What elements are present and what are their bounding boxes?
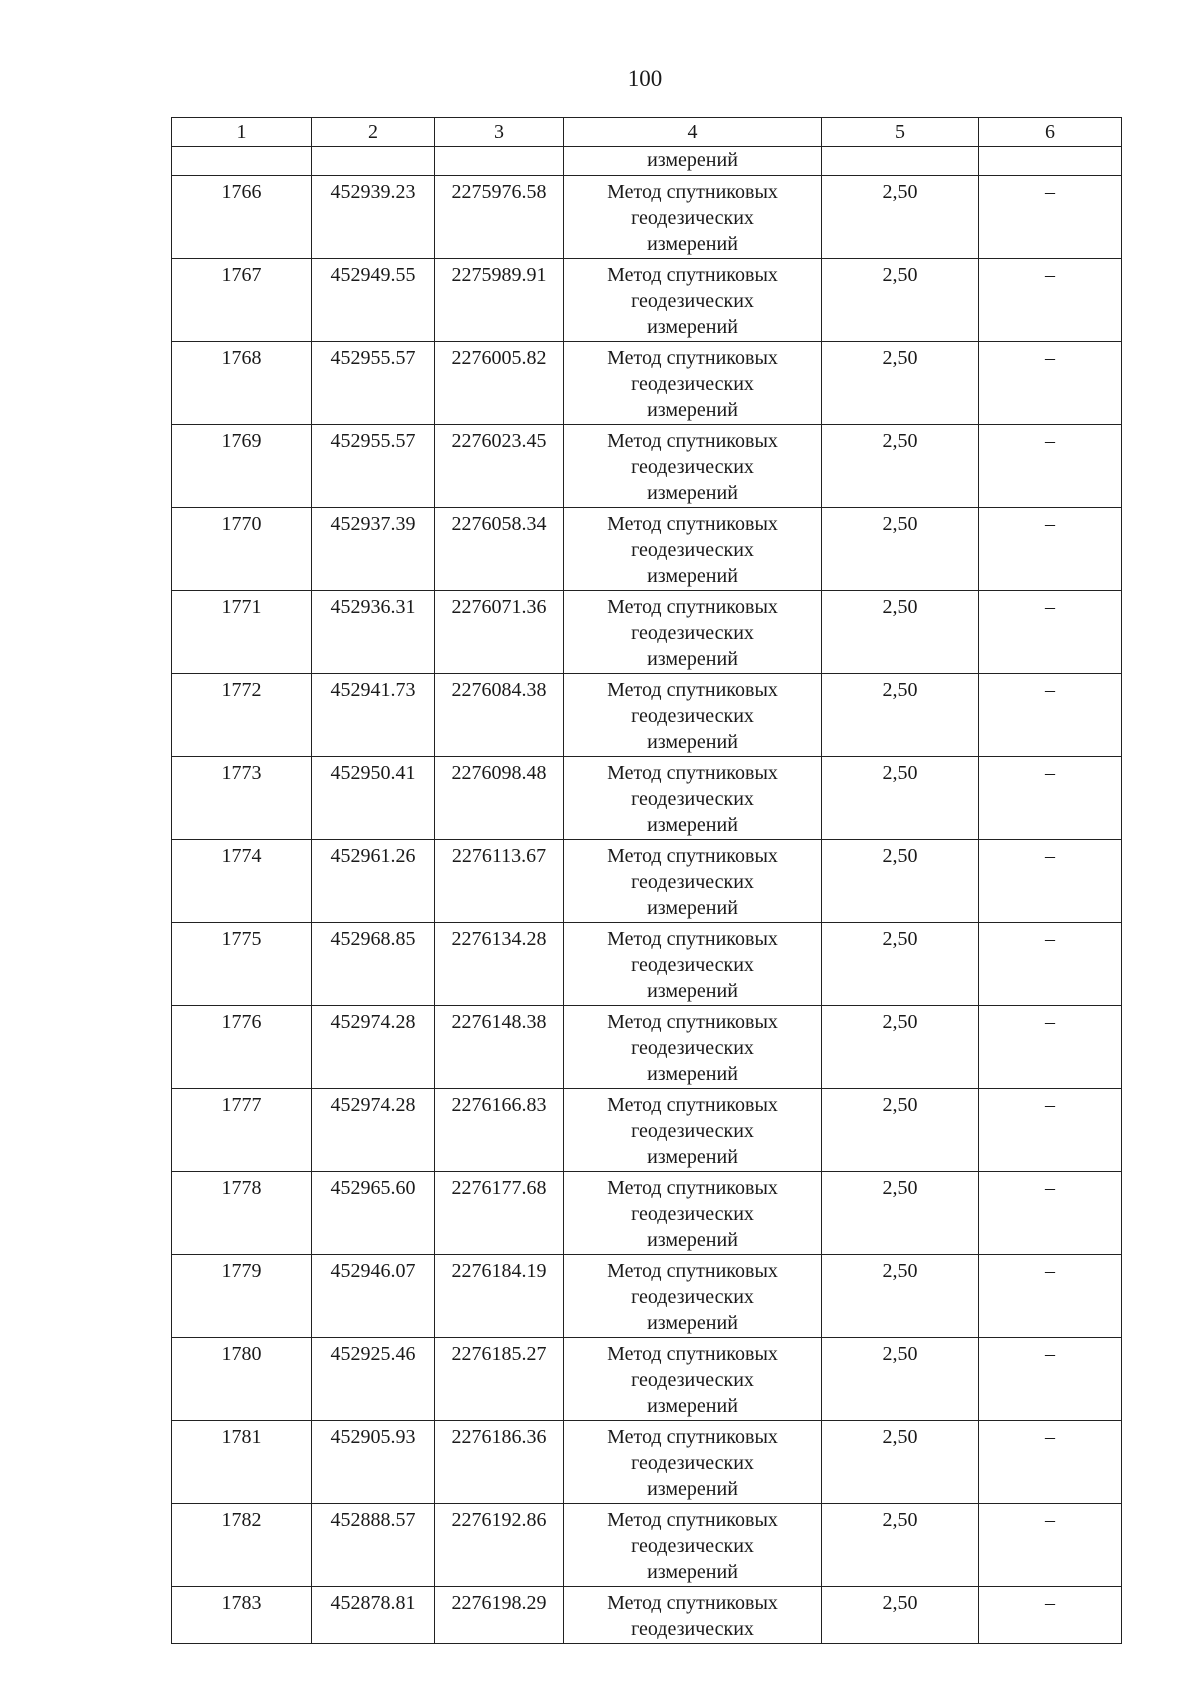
method-line: геодезических [631,1037,754,1059]
method-line: геодезических [631,290,754,312]
x-coordinate-cell: 452925.46 [312,1338,435,1421]
method-line: Метод спутниковых [607,679,778,701]
method-line: геодезических [631,1452,754,1474]
method-line: Метод спутниковых [607,1094,778,1116]
x-coordinate-cell: 452937.39 [312,508,435,591]
note-cell: – [979,923,1122,1006]
method-line: геодезических [631,788,754,810]
accuracy-cell: 2,50 [822,1006,979,1089]
column-header: 1 [172,118,312,147]
method-line: измерений [647,399,738,421]
y-coordinate-cell: 2276166.83 [435,1089,564,1172]
note-cell: – [979,425,1122,508]
y-coordinate-cell: 2276023.45 [435,425,564,508]
continuation-text: измерений [564,147,822,176]
note-cell: – [979,591,1122,674]
method-line: Метод спутниковых [607,1343,778,1365]
point-number-cell: 1773 [172,757,312,840]
point-number-cell: 1778 [172,1172,312,1255]
y-coordinate-cell: 2276148.38 [435,1006,564,1089]
note-cell: – [979,342,1122,425]
accuracy-cell: 2,50 [822,1504,979,1587]
method-line: геодезических [631,1369,754,1391]
method-cell [564,674,822,757]
y-coordinate-cell: 2276134.28 [435,923,564,1006]
table-cell [435,147,564,176]
y-coordinate-cell: 2276098.48 [435,757,564,840]
method-cell [564,1587,822,1644]
point-number-cell: 1770 [172,508,312,591]
point-number-cell: 1781 [172,1421,312,1504]
point-number-cell: 1775 [172,923,312,1006]
method-line: измерений [647,1395,738,1417]
method-line: Метод спутниковых [607,1177,778,1199]
y-coordinate-cell: 2276177.68 [435,1172,564,1255]
method-line: измерений [647,897,738,919]
method-line: измерений [647,565,738,587]
point-number-cell: 1776 [172,1006,312,1089]
point-number-cell: 1771 [172,591,312,674]
method-line: геодезических [631,1203,754,1225]
x-coordinate-cell: 452949.55 [312,259,435,342]
table-row [172,176,1122,259]
note-cell: – [979,1006,1122,1089]
y-coordinate-cell: 2276071.36 [435,591,564,674]
accuracy-cell: 2,50 [822,757,979,840]
method-line: геодезических [631,622,754,644]
table-body [172,147,1122,1644]
table-row [172,342,1122,425]
method-line: геодезических [631,1286,754,1308]
method-line: измерений [647,1478,738,1500]
note-cell: – [979,1172,1122,1255]
point-number-cell: 1774 [172,840,312,923]
method-cell [564,923,822,1006]
method-cell [564,1338,822,1421]
note-cell: – [979,1421,1122,1504]
method-line: Метод спутниковых [607,1011,778,1033]
method-cell [564,342,822,425]
method-line: измерений [647,1561,738,1583]
x-coordinate-cell: 452974.28 [312,1089,435,1172]
note-cell: – [979,674,1122,757]
method-cell [564,1255,822,1338]
table-row [172,1587,1122,1644]
method-cell [564,1504,822,1587]
x-coordinate-cell: 452965.60 [312,1172,435,1255]
table-cell [979,147,1122,176]
method-line: измерений [647,1063,738,1085]
table-row [172,840,1122,923]
method-line: геодезических [631,373,754,395]
method-line: геодезических [631,1535,754,1557]
point-number-cell: 1782 [172,1504,312,1587]
method-cell [564,757,822,840]
method-line: измерений [647,233,738,255]
note-cell: – [979,259,1122,342]
accuracy-cell: 2,50 [822,425,979,508]
table-row [172,1172,1122,1255]
table-row [172,1089,1122,1172]
column-header: 4 [564,118,822,147]
y-coordinate-cell: 2276058.34 [435,508,564,591]
point-number-cell: 1768 [172,342,312,425]
x-coordinate-cell: 452878.81 [312,1587,435,1644]
continuation-row [172,147,1122,176]
page-number: 100 [627,66,663,91]
y-coordinate-cell: 2276198.29 [435,1587,564,1644]
note-cell: – [979,1504,1122,1587]
table-cell [822,147,979,176]
point-number-cell: 1777 [172,1089,312,1172]
table-row [172,1255,1122,1338]
method-line: Метод спутниковых [607,347,778,369]
note-cell: – [979,508,1122,591]
method-line: Метод спутниковых [607,1509,778,1531]
column-header: 2 [312,118,435,147]
x-coordinate-cell: 452936.31 [312,591,435,674]
method-line: Метод спутниковых [607,430,778,452]
method-cell [564,425,822,508]
accuracy-cell: 2,50 [822,342,979,425]
table-cell [172,147,312,176]
accuracy-cell: 2,50 [822,1587,979,1644]
accuracy-cell: 2,50 [822,176,979,259]
method-cell [564,508,822,591]
accuracy-cell: 2,50 [822,1089,979,1172]
method-line: Метод спутниковых [607,596,778,618]
note-cell: – [979,1338,1122,1421]
y-coordinate-cell: 2276084.38 [435,674,564,757]
method-line: измерений [647,814,738,836]
note-cell: – [979,840,1122,923]
x-coordinate-cell: 452939.23 [312,176,435,259]
x-coordinate-cell: 452955.57 [312,425,435,508]
method-line: измерений [647,1146,738,1168]
table-row [172,425,1122,508]
method-line: Метод спутниковых [607,1426,778,1448]
accuracy-cell: 2,50 [822,591,979,674]
accuracy-cell: 2,50 [822,840,979,923]
method-line: измерений [647,316,738,338]
point-number-cell: 1779 [172,1255,312,1338]
x-coordinate-cell: 452888.57 [312,1504,435,1587]
table-header [172,118,1122,147]
x-coordinate-cell: 452941.73 [312,674,435,757]
method-cell [564,1006,822,1089]
method-cell [564,840,822,923]
column-header: 6 [979,118,1122,147]
table-row [172,757,1122,840]
method-line: геодезических [631,705,754,727]
method-line: геодезических [631,1618,754,1640]
method-line: геодезических [631,1120,754,1142]
point-number-cell: 1783 [172,1587,312,1644]
note-cell: – [979,1089,1122,1172]
column-header: 3 [435,118,564,147]
method-line: геодезических [631,539,754,561]
method-line: Метод спутниковых [607,181,778,203]
method-line: измерений [647,980,738,1002]
table-row [172,1421,1122,1504]
table-row [172,259,1122,342]
method-line: Метод спутниковых [607,762,778,784]
y-coordinate-cell: 2276185.27 [435,1338,564,1421]
method-line: Метод спутниковых [607,264,778,286]
accuracy-cell: 2,50 [822,1338,979,1421]
table-row [172,923,1122,1006]
method-line: измерений [647,731,738,753]
point-number-cell: 1766 [172,176,312,259]
accuracy-cell: 2,50 [822,259,979,342]
coordinates-table [171,117,1122,1644]
method-cell [564,259,822,342]
x-coordinate-cell: 452946.07 [312,1255,435,1338]
column-header: 5 [822,118,979,147]
method-cell [564,1172,822,1255]
point-number-cell: 1767 [172,259,312,342]
accuracy-cell: 2,50 [822,1172,979,1255]
table-row [172,1006,1122,1089]
note-cell: – [979,757,1122,840]
y-coordinate-cell: 2276192.86 [435,1504,564,1587]
header-row [172,118,1122,147]
note-cell: – [979,1255,1122,1338]
table-row [172,508,1122,591]
method-cell [564,176,822,259]
method-cell [564,1421,822,1504]
y-coordinate-cell: 2276005.82 [435,342,564,425]
table-row [172,1338,1122,1421]
method-line: измерений [647,1312,738,1334]
method-line: геодезических [631,207,754,229]
table-row [172,674,1122,757]
x-coordinate-cell: 452961.26 [312,840,435,923]
table-row [172,1504,1122,1587]
y-coordinate-cell: 2275989.91 [435,259,564,342]
table-cell [312,147,435,176]
point-number-cell: 1780 [172,1338,312,1421]
method-line: Метод спутниковых [607,513,778,535]
method-cell [564,1089,822,1172]
method-line: измерений [647,1229,738,1251]
accuracy-cell: 2,50 [822,923,979,1006]
y-coordinate-cell: 2276113.67 [435,840,564,923]
method-line: геодезических [631,954,754,976]
x-coordinate-cell: 452968.85 [312,923,435,1006]
accuracy-cell: 2,50 [822,1421,979,1504]
method-line: измерений [647,648,738,670]
accuracy-cell: 2,50 [822,1255,979,1338]
accuracy-cell: 2,50 [822,674,979,757]
y-coordinate-cell: 2275976.58 [435,176,564,259]
x-coordinate-cell: 452950.41 [312,757,435,840]
method-cell [564,591,822,674]
note-cell: – [979,1587,1122,1644]
accuracy-cell: 2,50 [822,508,979,591]
y-coordinate-cell: 2276184.19 [435,1255,564,1338]
method-line: Метод спутниковых [607,1260,778,1282]
x-coordinate-cell: 452974.28 [312,1006,435,1089]
method-line: геодезических [631,456,754,478]
x-coordinate-cell: 452955.57 [312,342,435,425]
method-line: Метод спутниковых [607,928,778,950]
note-cell: – [979,176,1122,259]
method-line: Метод спутниковых [607,1592,778,1614]
method-line: измерений [647,482,738,504]
method-line: Метод спутниковых [607,845,778,867]
y-coordinate-cell: 2276186.36 [435,1421,564,1504]
x-coordinate-cell: 452905.93 [312,1421,435,1504]
point-number-cell: 1769 [172,425,312,508]
table-row [172,591,1122,674]
method-line: геодезических [631,871,754,893]
point-number-cell: 1772 [172,674,312,757]
